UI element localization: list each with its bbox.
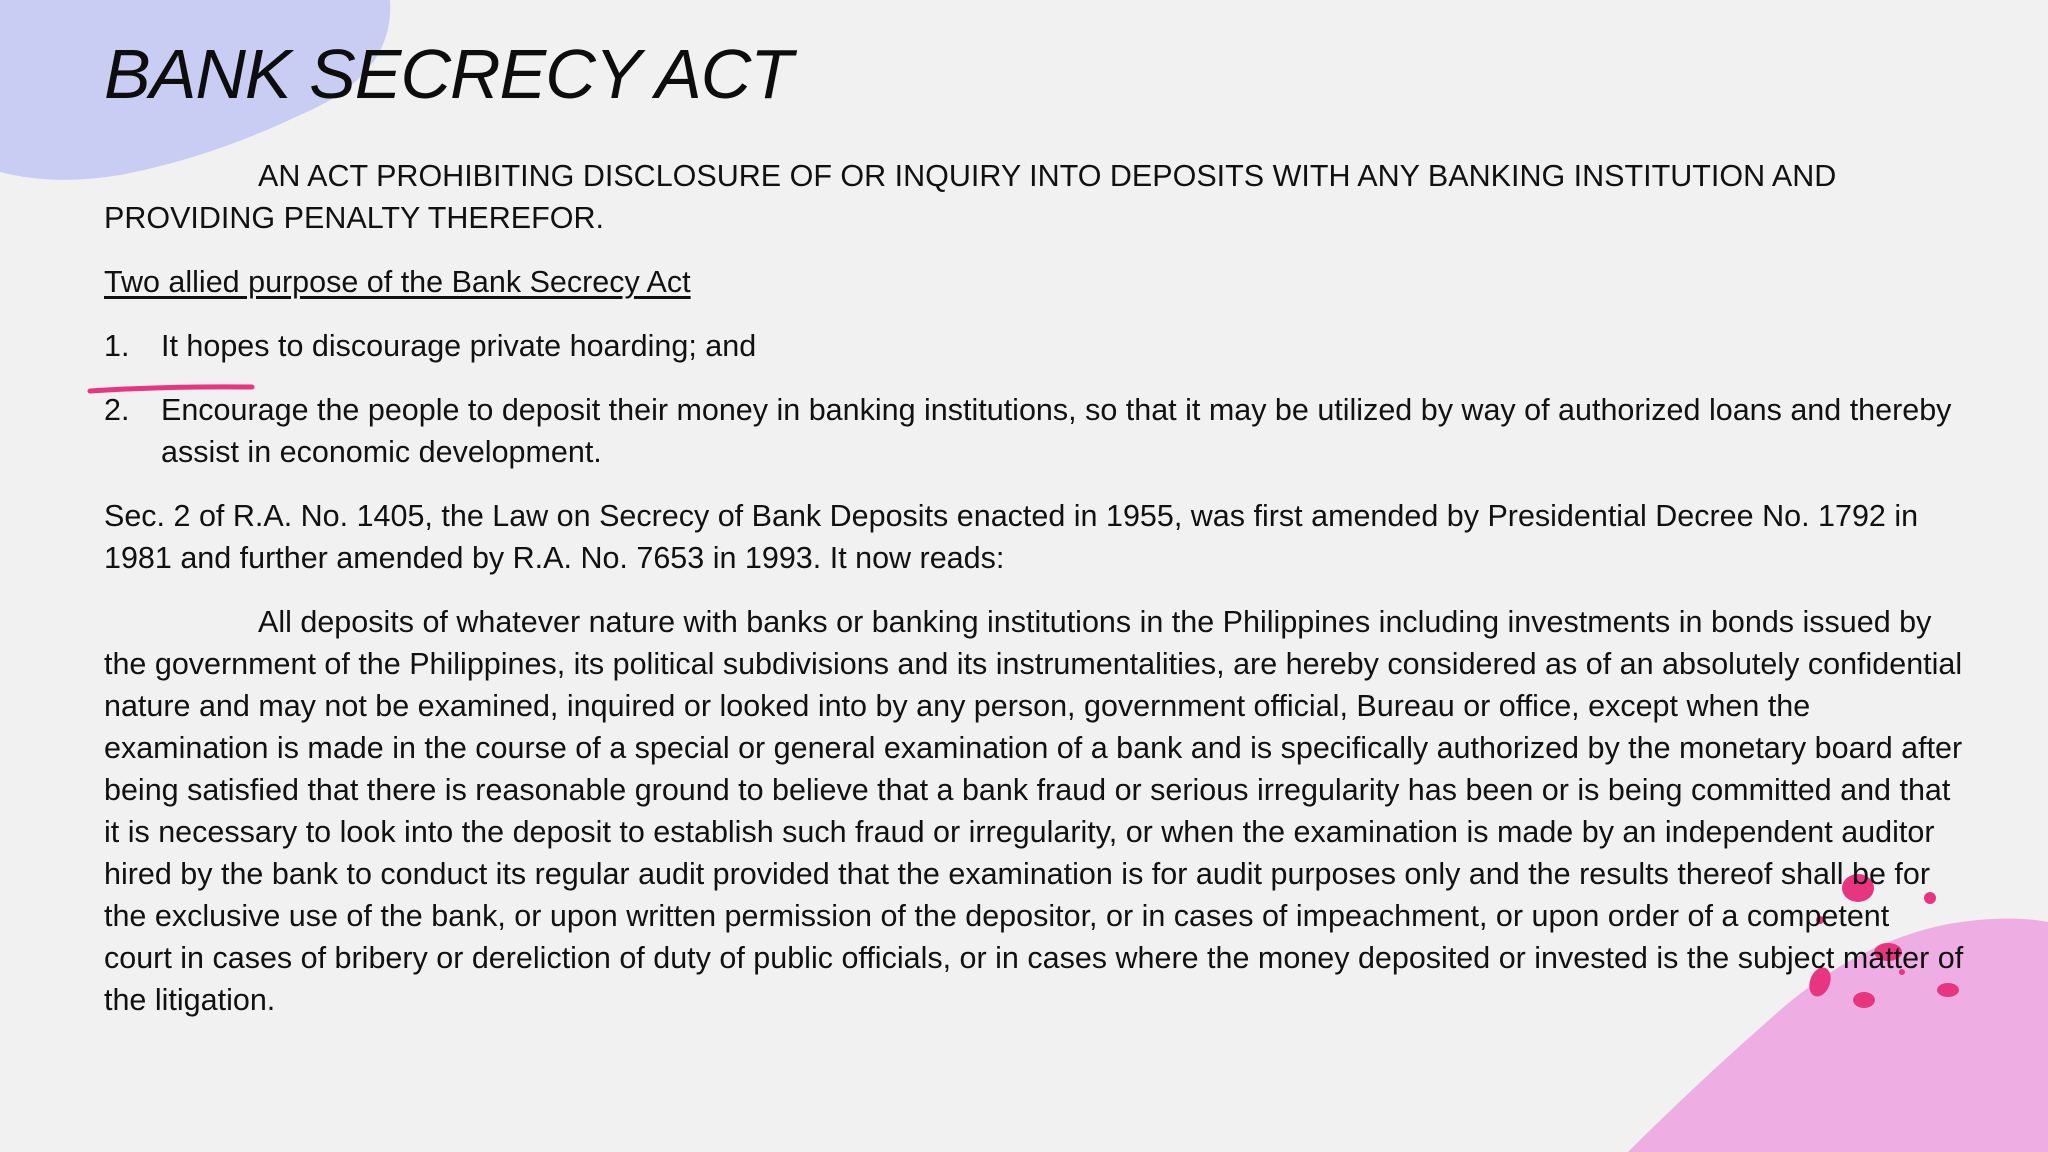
slide-body bbox=[104, 155, 1964, 1043]
list-item-number: 2. bbox=[104, 393, 130, 427]
list-item-number: 1. bbox=[104, 329, 130, 363]
quoted-provision: All deposits of whatever nature with banks or banking institutions in the Philippines including investments in bonds issued by the government of the Philippines, its political subdivisions and its instrumentalities, are hereby considered as of an absolutely confidential nature and may not be examined, inquired or looked into by any person, government official, Bureau or office, except when the examination is made in the course of a special or general examination of a bank and is specifically authorized by the monetary board after being satisfied that there is reasonable ground to believe that a bank fraud or serious irregularity has been or is being committed and that it is necessary to look into the deposit to establish such fraud or irregularity, or when the examination is made by an independent auditor hired by the bank to conduct its regular audit provided that the examination is for audit purposes only and the results thereof shall be for the exclusive use of the bank, or upon written permission of the depositor, or in cases of impeachment, or upon order of a competent court in cases of bribery or dereliction of duty of public officials, or in cases where the money deposited or invested is the subject matter of the litigation. bbox=[104, 605, 1964, 1017]
purpose-heading: Two allied purpose of the Bank Secrecy Act bbox=[104, 265, 691, 299]
slide-title: BANK SECRECY ACT bbox=[104, 35, 793, 113]
list-item-text: It hopes to discourage private hoarding; and bbox=[161, 329, 757, 363]
section-intro: Sec. 2 of R.A. No. 1405, the Law on Secrecy of Bank Deposits enacted in 1955, was first amended by Presidential Decree No. 1792 in 1981 and further amended by R.A. No. 7653 in 1993. It now reads: bbox=[104, 499, 1919, 575]
purpose-list bbox=[104, 325, 1964, 473]
list-item bbox=[104, 389, 1964, 473]
list-item-text: Encourage the people to deposit their money in banking institutions, so that it may be utilized by way of authorized loans and thereby assist in economic development. bbox=[161, 393, 1952, 469]
list-item bbox=[104, 325, 1964, 367]
act-description: AN ACT PROHIBITING DISCLOSURE OF OR INQUIRY INTO DEPOSITS WITH ANY BANKING INSTITUTION AND PROVIDING PENALTY THEREFOR. bbox=[104, 159, 1837, 235]
